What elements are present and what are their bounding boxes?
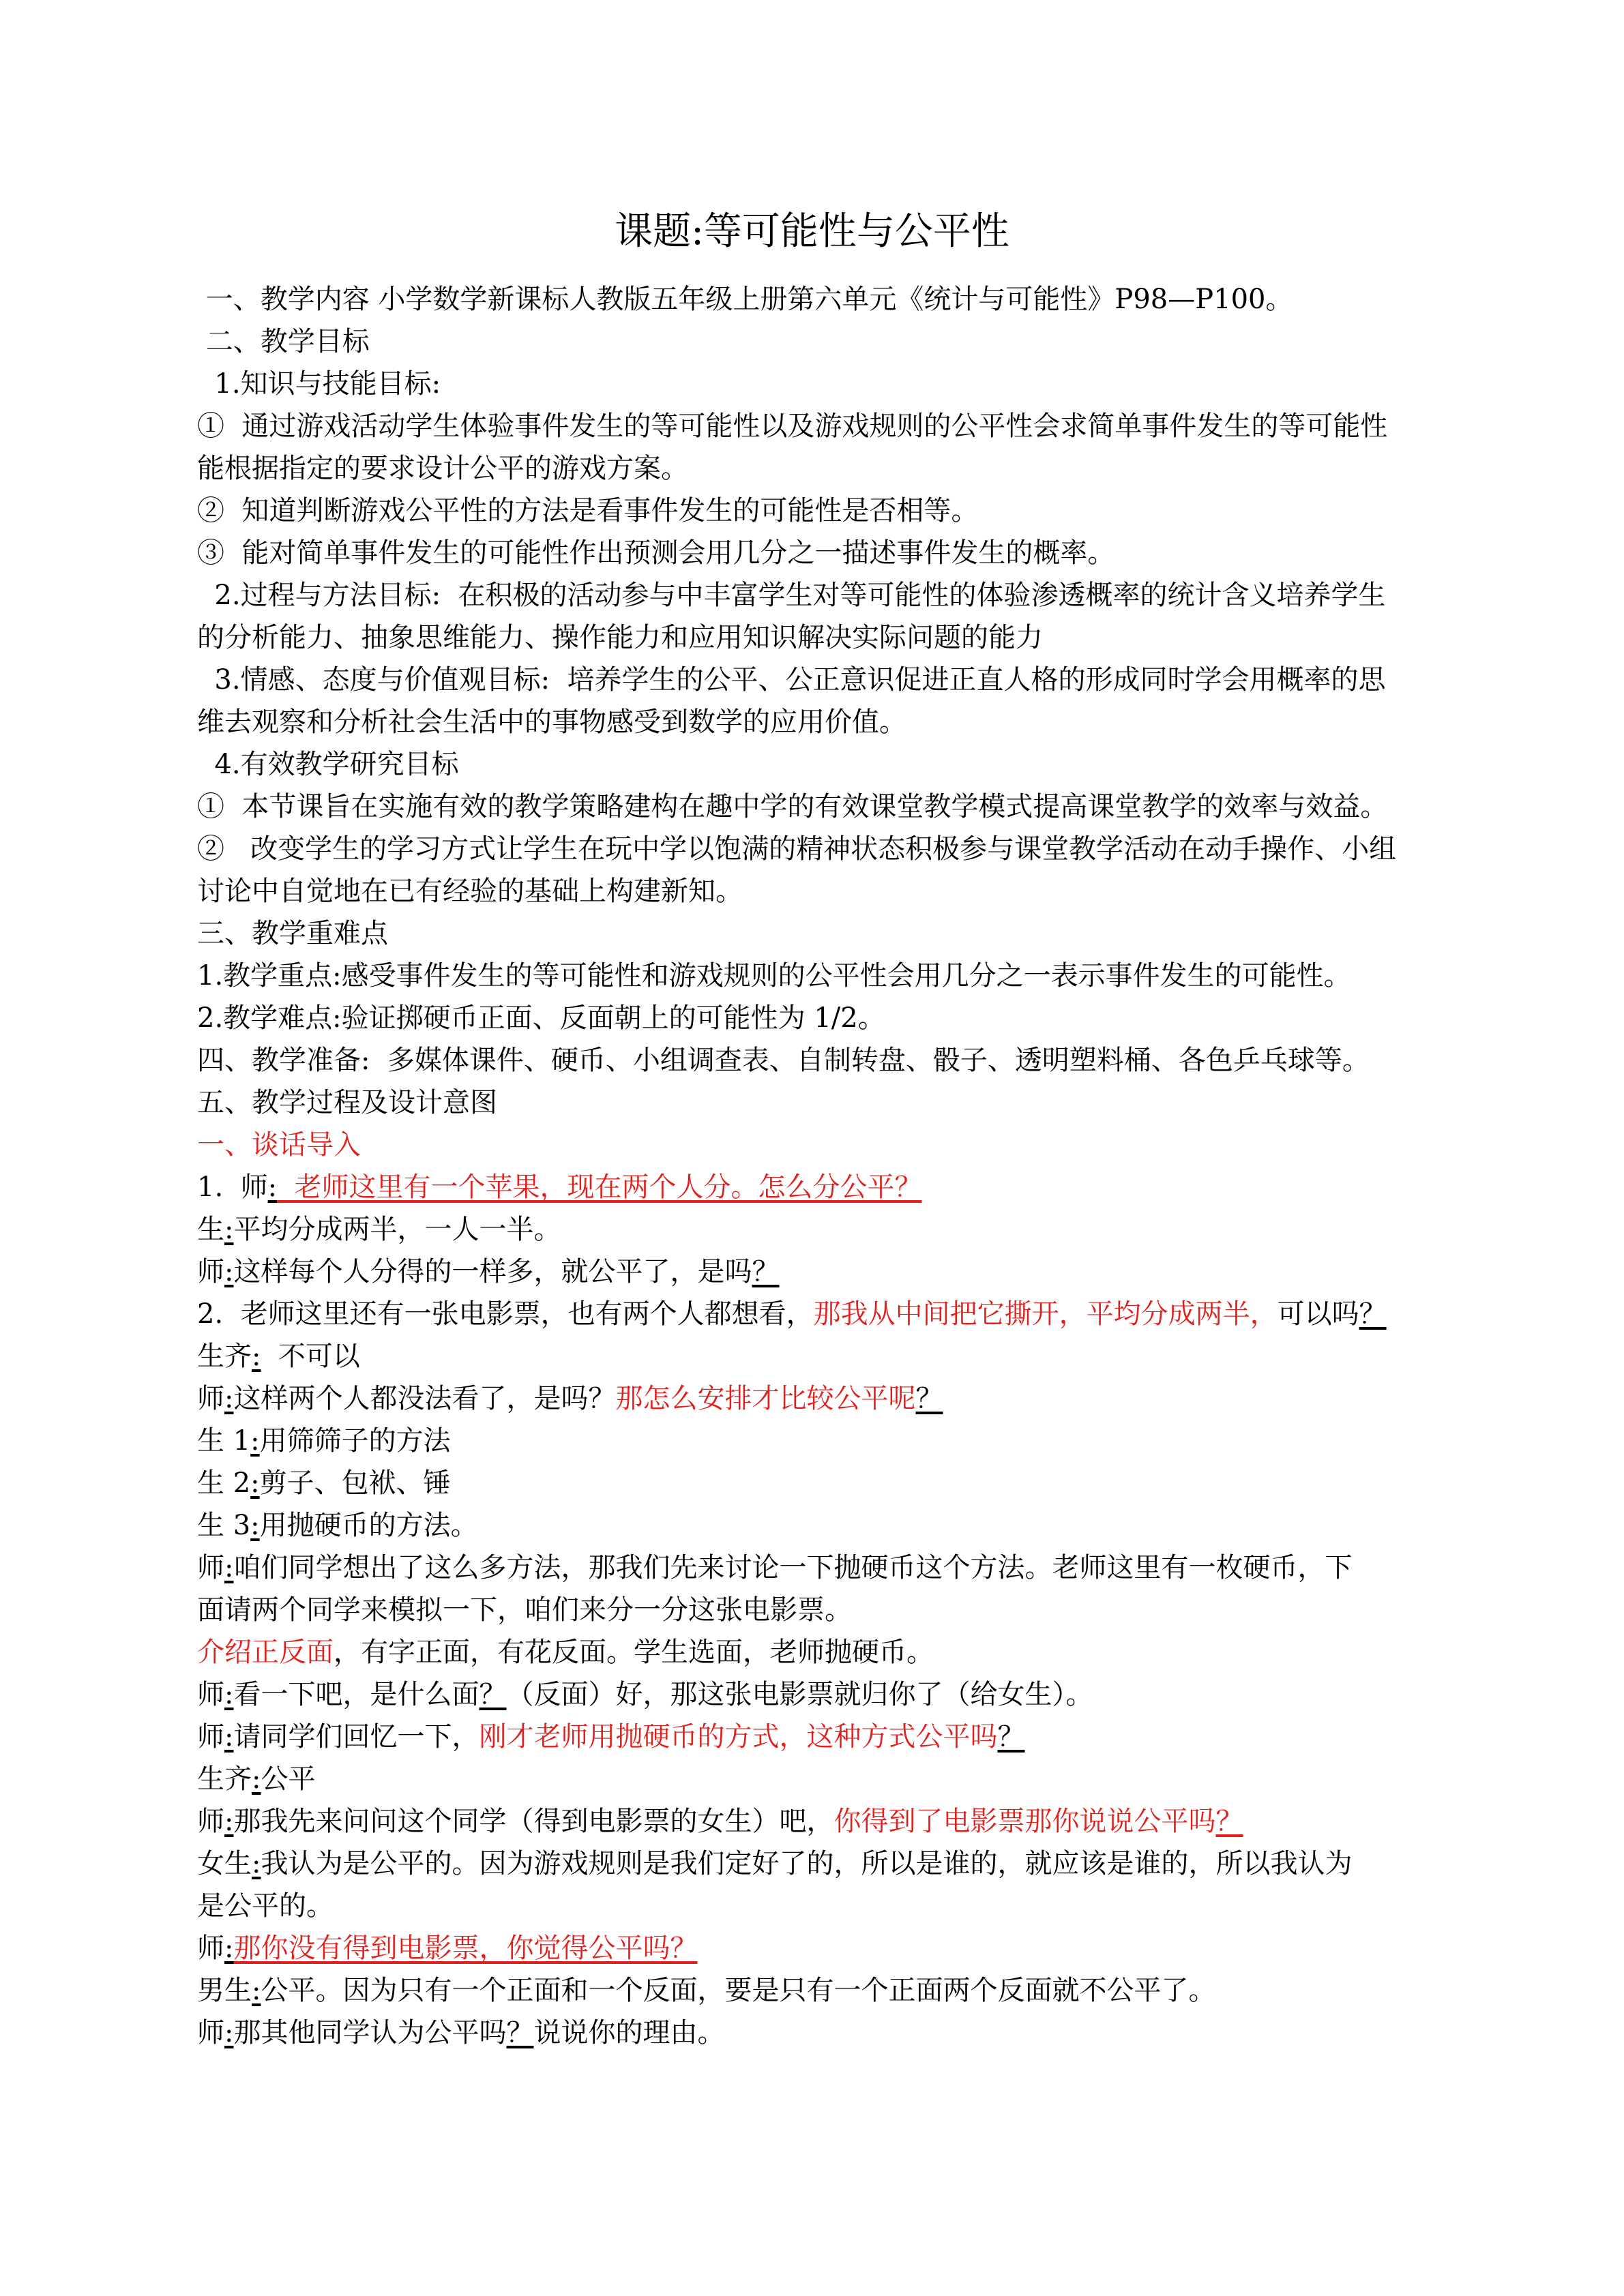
text-line bbox=[197, 659, 1445, 701]
text-line bbox=[197, 1547, 1445, 1589]
text-segment: : bbox=[267, 1172, 278, 1203]
text-segment: 这样两个人都没法看了，是吗？ bbox=[233, 1383, 616, 1414]
text-segment: 生 2 bbox=[197, 1467, 251, 1499]
text-segment: 4.有效教学研究目标 bbox=[197, 749, 459, 780]
text-line bbox=[197, 1631, 1445, 1673]
text-segment: : bbox=[252, 1341, 261, 1372]
text-segment: 的分析能力、抽象思维能力、操作能力和应用知识解决实际问题的能力 bbox=[197, 622, 1043, 653]
text-line bbox=[197, 1377, 1445, 1420]
text-segment: 师 bbox=[197, 1383, 224, 1414]
text-segment: （反面）好，那这张电影票就归你了（给女生）。 bbox=[506, 1679, 1093, 1710]
text-segment: ？ bbox=[506, 2017, 534, 2048]
text-line bbox=[197, 1504, 1445, 1547]
text-segment: 不可以 bbox=[261, 1341, 360, 1372]
text-segment: 面请两个同学来模拟一下，咱们来分一分这张电影票。 bbox=[197, 1594, 852, 1626]
text-line bbox=[197, 828, 1445, 870]
text-segment: 刚才老师用抛硬币的方式，这种方式公平吗 bbox=[479, 1721, 998, 1753]
text-segment: ？ bbox=[752, 1256, 780, 1287]
text-segment: 你得到了电影票那你说说公平吗 bbox=[833, 1806, 1216, 1837]
text-segment: ？ bbox=[1215, 1806, 1243, 1837]
text-segment: ？ bbox=[1359, 1298, 1387, 1330]
text-segment: 一、谈话导入 bbox=[197, 1129, 361, 1161]
text-segment: 那其他同学认为公平吗 bbox=[233, 2017, 507, 2048]
text-segment: : bbox=[252, 1848, 261, 1879]
text-segment: ② 知道判断游戏公平性的方法是看事件发生的可能性是否相等。 bbox=[197, 495, 979, 526]
text-segment: 能根据指定的要求设计公平的游戏方案。 bbox=[197, 453, 688, 484]
text-segment: : bbox=[224, 1806, 234, 1837]
document-body bbox=[197, 278, 1445, 2054]
text-line bbox=[197, 701, 1445, 743]
text-segment: : bbox=[224, 1552, 234, 1583]
text-segment: 用筛筛子的方法 bbox=[259, 1425, 451, 1457]
text-segment: 用抛硬币的方法。 bbox=[259, 1510, 478, 1541]
text-segment: 四、教学准备: 多媒体课件、硬币、小组调查表、自制转盘、骰子、透明塑料桶、各色乒乓球等。 bbox=[197, 1045, 1370, 1076]
text-segment: : bbox=[252, 1975, 261, 2006]
text-segment: 咱们同学想出了这么多方法，那我们先来讨论一下抛硬币这个方法。老师这里有一枚硬币，下 bbox=[233, 1552, 1353, 1583]
text-segment: 生齐 bbox=[197, 1341, 252, 1372]
text-segment: 我认为是公平的。因为游戏规则是我们定好了的，所以是谁的，就应该是谁的，所以我认为 bbox=[261, 1848, 1353, 1879]
text-line bbox=[197, 1039, 1445, 1082]
text-line bbox=[197, 1124, 1445, 1166]
text-segment: 生 1 bbox=[197, 1425, 251, 1457]
text-line bbox=[197, 2012, 1445, 2054]
text-segment: 那怎么安排才比较公平呢 bbox=[615, 1383, 916, 1414]
page-title: 课题:等可能性与公平性 bbox=[615, 209, 1009, 254]
text-line bbox=[197, 786, 1445, 828]
text-segment: 剪子、包袱、锤 bbox=[259, 1467, 451, 1499]
text-segment: 师 bbox=[197, 1721, 224, 1753]
text-segment: : bbox=[224, 1721, 234, 1753]
text-segment: 师 bbox=[197, 1256, 224, 1287]
text-segment: ① 本节课旨在实施有效的教学策略建构在趣中学的有效课堂教学模式提高课堂教学的效率与效益。 bbox=[197, 791, 1388, 822]
text-segment: : bbox=[224, 1214, 234, 1245]
text-segment: : bbox=[224, 2017, 234, 2048]
text-segment: 三、教学重难点 bbox=[197, 918, 388, 949]
text-line bbox=[197, 912, 1445, 955]
text-segment: 维去观察和分析社会生活中的事物感受到数学的应用价值。 bbox=[197, 706, 906, 738]
text-segment: 看一下吧，是什么面 bbox=[233, 1679, 479, 1710]
text-line bbox=[197, 616, 1445, 659]
text-line bbox=[197, 320, 1445, 363]
text-segment: 公平 bbox=[261, 1763, 316, 1795]
text-segment: 说说你的理由。 bbox=[533, 2017, 725, 2048]
text-segment: 是公平的。 bbox=[197, 1890, 334, 1922]
text-segment: : bbox=[224, 1256, 234, 1287]
text-segment: 平均分成两半，一人一半。 bbox=[233, 1214, 561, 1245]
text-segment: 师 bbox=[197, 1552, 224, 1583]
text-line bbox=[197, 1462, 1445, 1504]
text-segment: 那我从中间把它撕开，平均分成两半， bbox=[813, 1298, 1278, 1330]
text-segment: ？ bbox=[997, 1721, 1025, 1753]
text-segment: 师 bbox=[197, 1933, 224, 1964]
text-segment: 公平。因为只有一个正面和一个反面，要是只有一个正面两个反面就不公平了。 bbox=[261, 1975, 1216, 2006]
text-line bbox=[197, 1251, 1445, 1293]
text-segment: 介绍正反面 bbox=[197, 1637, 334, 1668]
text-line bbox=[197, 1843, 1445, 1885]
text-segment: 那你没有得到电影票，你觉得公平吗？ bbox=[233, 1933, 698, 1964]
text-line bbox=[197, 1293, 1445, 1335]
text-segment: 可以吗 bbox=[1277, 1298, 1359, 1330]
text-segment: ，有字正面，有花反面。学生选面，老师抛硬币。 bbox=[334, 1637, 934, 1668]
text-line bbox=[197, 1758, 1445, 1800]
text-line bbox=[197, 1800, 1445, 1843]
text-segment: : bbox=[224, 1679, 234, 1710]
text-line bbox=[197, 447, 1445, 490]
text-segment: ？ bbox=[915, 1383, 943, 1414]
text-line bbox=[197, 1082, 1445, 1124]
text-segment: 女生 bbox=[197, 1848, 252, 1879]
text-line bbox=[197, 1969, 1445, 2012]
text-segment: 3.情感、态度与价值观目标: 培养学生的公平、公正意识促进正直人格的形成同时学会用概率的思 bbox=[197, 664, 1386, 696]
text-segment: 男生 bbox=[197, 1975, 252, 2006]
text-line bbox=[197, 363, 1445, 405]
text-segment: 请同学们回忆一下， bbox=[233, 1721, 479, 1753]
text-line bbox=[197, 532, 1445, 574]
text-segment: 五、教学过程及设计意图 bbox=[197, 1087, 497, 1118]
text-segment: 2. 老师这里还有一张电影票，也有两个人都想看， bbox=[197, 1298, 814, 1330]
text-line bbox=[197, 1166, 1445, 1208]
text-line bbox=[197, 1927, 1445, 1969]
text-segment: 生 3 bbox=[197, 1510, 251, 1541]
text-line bbox=[197, 1716, 1445, 1758]
text-segment: : bbox=[250, 1510, 260, 1541]
text-line bbox=[197, 405, 1445, 447]
text-line bbox=[197, 278, 1445, 320]
text-segment: : bbox=[250, 1467, 260, 1499]
text-line bbox=[197, 997, 1445, 1039]
text-segment: 师 bbox=[197, 1679, 224, 1710]
text-segment: 二、教学目标 bbox=[197, 326, 370, 357]
text-line bbox=[197, 574, 1445, 616]
text-segment: 这样每个人分得的一样多，就公平了，是吗 bbox=[233, 1256, 752, 1287]
text-segment: 讨论中自觉地在已有经验的基础上构建新知。 bbox=[197, 876, 743, 907]
text-segment: : bbox=[224, 1383, 234, 1414]
text-segment: ③ 能对简单事件发生的可能性作出预测会用几分之一描述事件发生的概率。 bbox=[197, 537, 1115, 569]
text-line bbox=[197, 1335, 1445, 1377]
text-line bbox=[197, 1885, 1445, 1927]
text-segment: 师 bbox=[197, 1806, 224, 1837]
text-segment: 2.过程与方法目标: 在积极的活动参与中丰富学生对等可能性的体验渗透概率的统计含义培养学生 bbox=[197, 580, 1386, 611]
text-segment: 老师这里有一个苹果，现在两个人分。怎么分公平？ bbox=[277, 1172, 922, 1203]
text-segment: 一、教学内容 小学数学新课标人教版五年级上册第六单元《统计与可能性》P98—P100。 bbox=[197, 284, 1293, 315]
text-segment: 生 bbox=[197, 1214, 224, 1245]
text-segment: : bbox=[224, 1933, 234, 1964]
text-segment: 1.教学重点:感受事件发生的等可能性和游戏规则的公平性会用几分之一表示事件发生的可能性。 bbox=[197, 960, 1351, 992]
text-segment: : bbox=[250, 1425, 260, 1457]
text-line bbox=[197, 1673, 1445, 1716]
text-segment: 1.知识与技能目标: bbox=[197, 368, 441, 400]
text-segment: 师 bbox=[197, 2017, 224, 2048]
text-segment: : bbox=[252, 1763, 261, 1795]
text-line bbox=[197, 1589, 1445, 1631]
text-line bbox=[197, 1420, 1445, 1462]
text-segment: 1. 师 bbox=[197, 1172, 268, 1203]
text-segment: 生齐 bbox=[197, 1763, 252, 1795]
text-segment: 2.教学难点:验证掷硬币正面、反面朝上的可能性为 1/2。 bbox=[197, 1002, 885, 1034]
text-segment: ？ bbox=[479, 1679, 507, 1710]
text-line bbox=[197, 1208, 1445, 1251]
text-segment: ② 改变学生的学习方式让学生在玩中学以饱满的精神状态积极参与课堂教学活动在动手操作、小组 bbox=[197, 833, 1397, 865]
text-segment: 那我先来问问这个同学（得到电影票的女生）吧， bbox=[233, 1806, 834, 1837]
text-line bbox=[197, 870, 1445, 912]
text-line bbox=[197, 490, 1445, 532]
text-line bbox=[197, 955, 1445, 997]
text-line bbox=[197, 743, 1445, 786]
text-segment: ① 通过游戏活动学生体验事件发生的等可能性以及游戏规则的公平性会求简单事件发生的等可能性 bbox=[197, 411, 1388, 442]
